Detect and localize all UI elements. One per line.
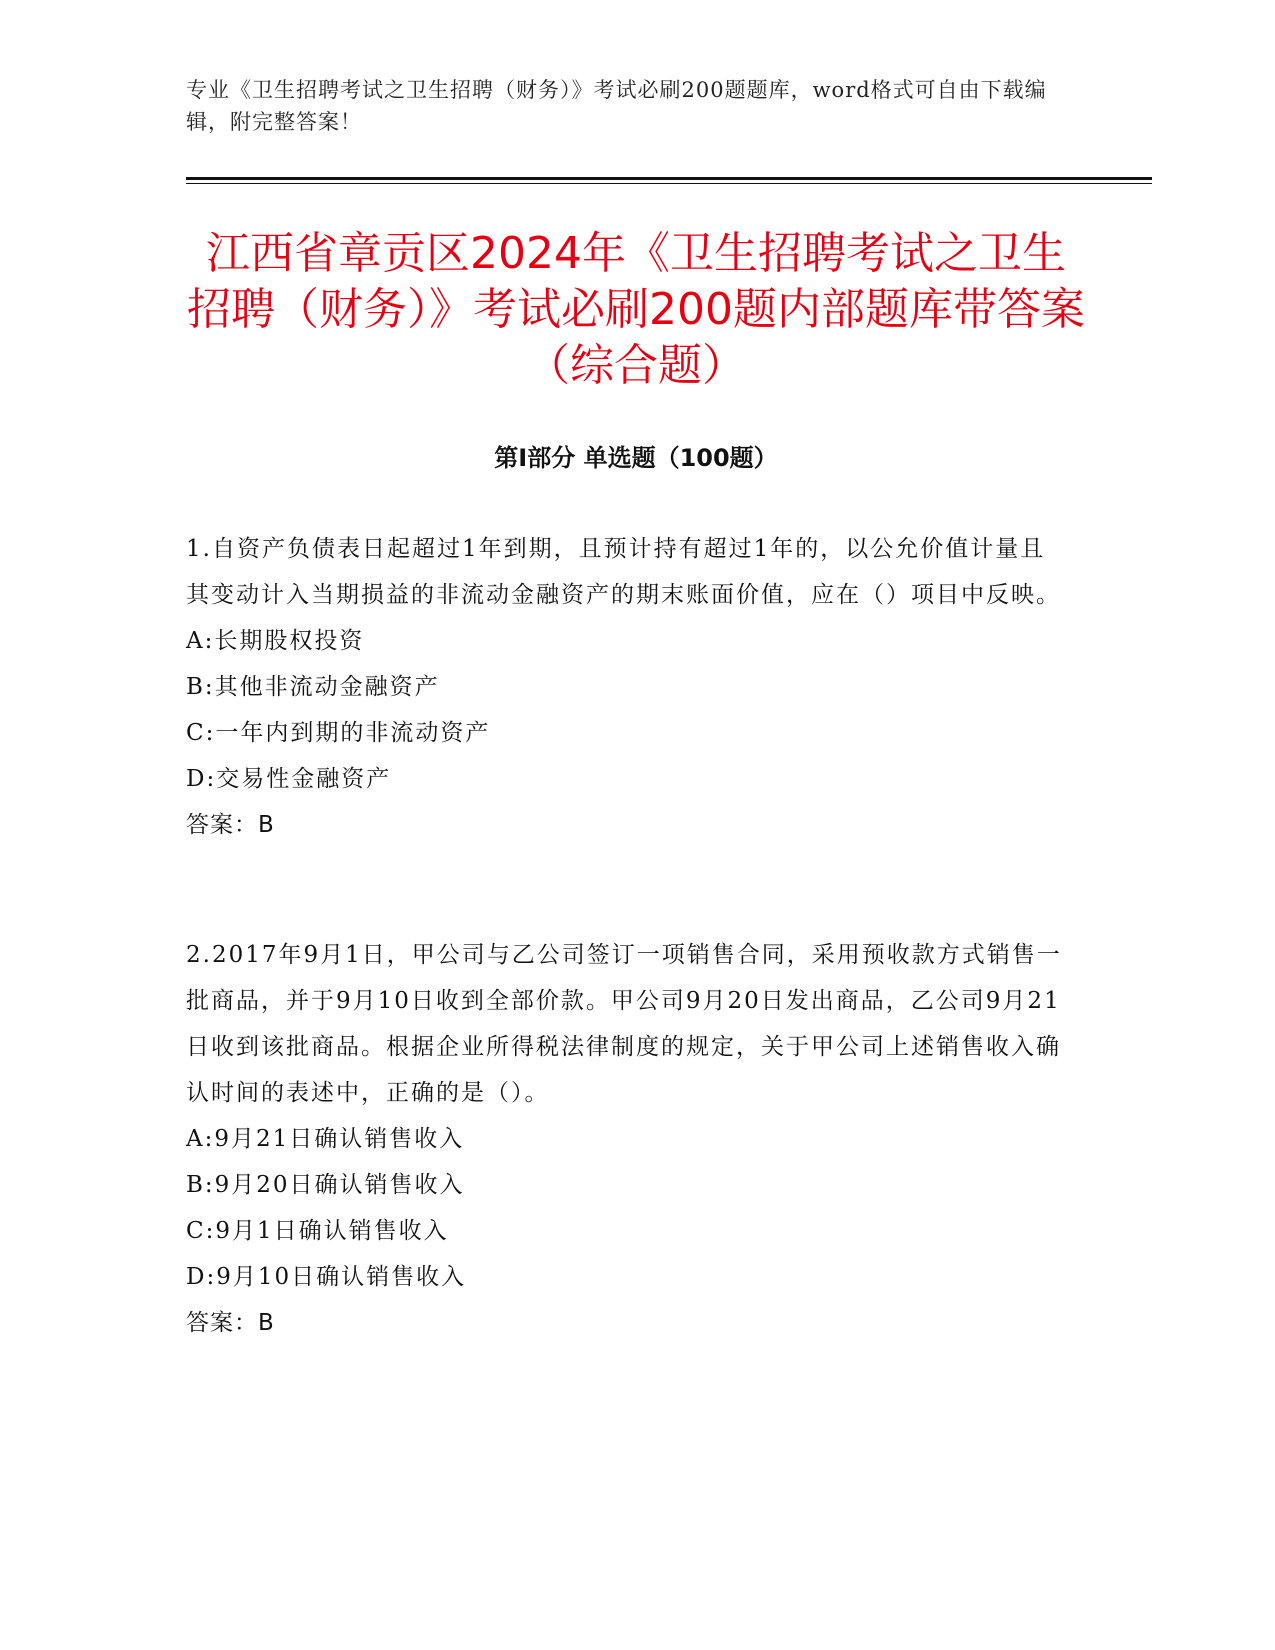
- header-divider-thick: [186, 177, 1152, 180]
- option-a: A:9月21日确认销售收入: [186, 1126, 465, 1152]
- option-c: C:一年内到期的非流动资产: [186, 720, 491, 746]
- option-c: C:9月1日确认销售收入: [186, 1218, 449, 1244]
- option-a: A:长期股权投资: [186, 628, 365, 654]
- option-d: D:交易性金融资产: [186, 766, 392, 792]
- option-d: D:9月10日确认销售收入: [186, 1264, 467, 1290]
- answer: 答案：B: [186, 1310, 275, 1336]
- answer: 答案：B: [186, 812, 275, 838]
- question-stem: 2.2017年9月1日，甲公司与乙公司签订一项销售合同，采用预收款方式销售一批商品，并于9月10日收到全部价款。甲公司9月20日发出商品，乙公司9月21日收到该批商品。根据企业所得税法律制度的规定，关于甲公司上述销售收入确认时间的表述中，正确的是（）。: [186, 942, 1062, 1106]
- question-stem: 1.自资产负债表日起超过1年到期，且预计持有超过1年的，以公允价值计量且其变动计入当期损益的非流动金融资产的期末账面价值，应在（）项目中反映。: [186, 536, 1061, 608]
- option-b: B:9月20日确认销售收入: [186, 1172, 465, 1198]
- header-divider-thin: [186, 183, 1152, 184]
- document-title: 江西省章贡区2024年《卫生招聘考试之卫生招聘（财务）》考试必刷200题内部题库带答案（综合题）: [187, 228, 1085, 391]
- option-b: B:其他非流动金融资产: [186, 674, 440, 700]
- section-title: 第Ⅰ部分 单选题（100题）: [494, 444, 778, 472]
- question-1: [186, 526, 1066, 848]
- document-header-note: 专业《卫生招聘考试之卫生招聘（财务）》考试必刷200题题库，word格式可自由下载编辑，附完整答案！: [186, 78, 1047, 134]
- question-2: [186, 932, 1066, 1346]
